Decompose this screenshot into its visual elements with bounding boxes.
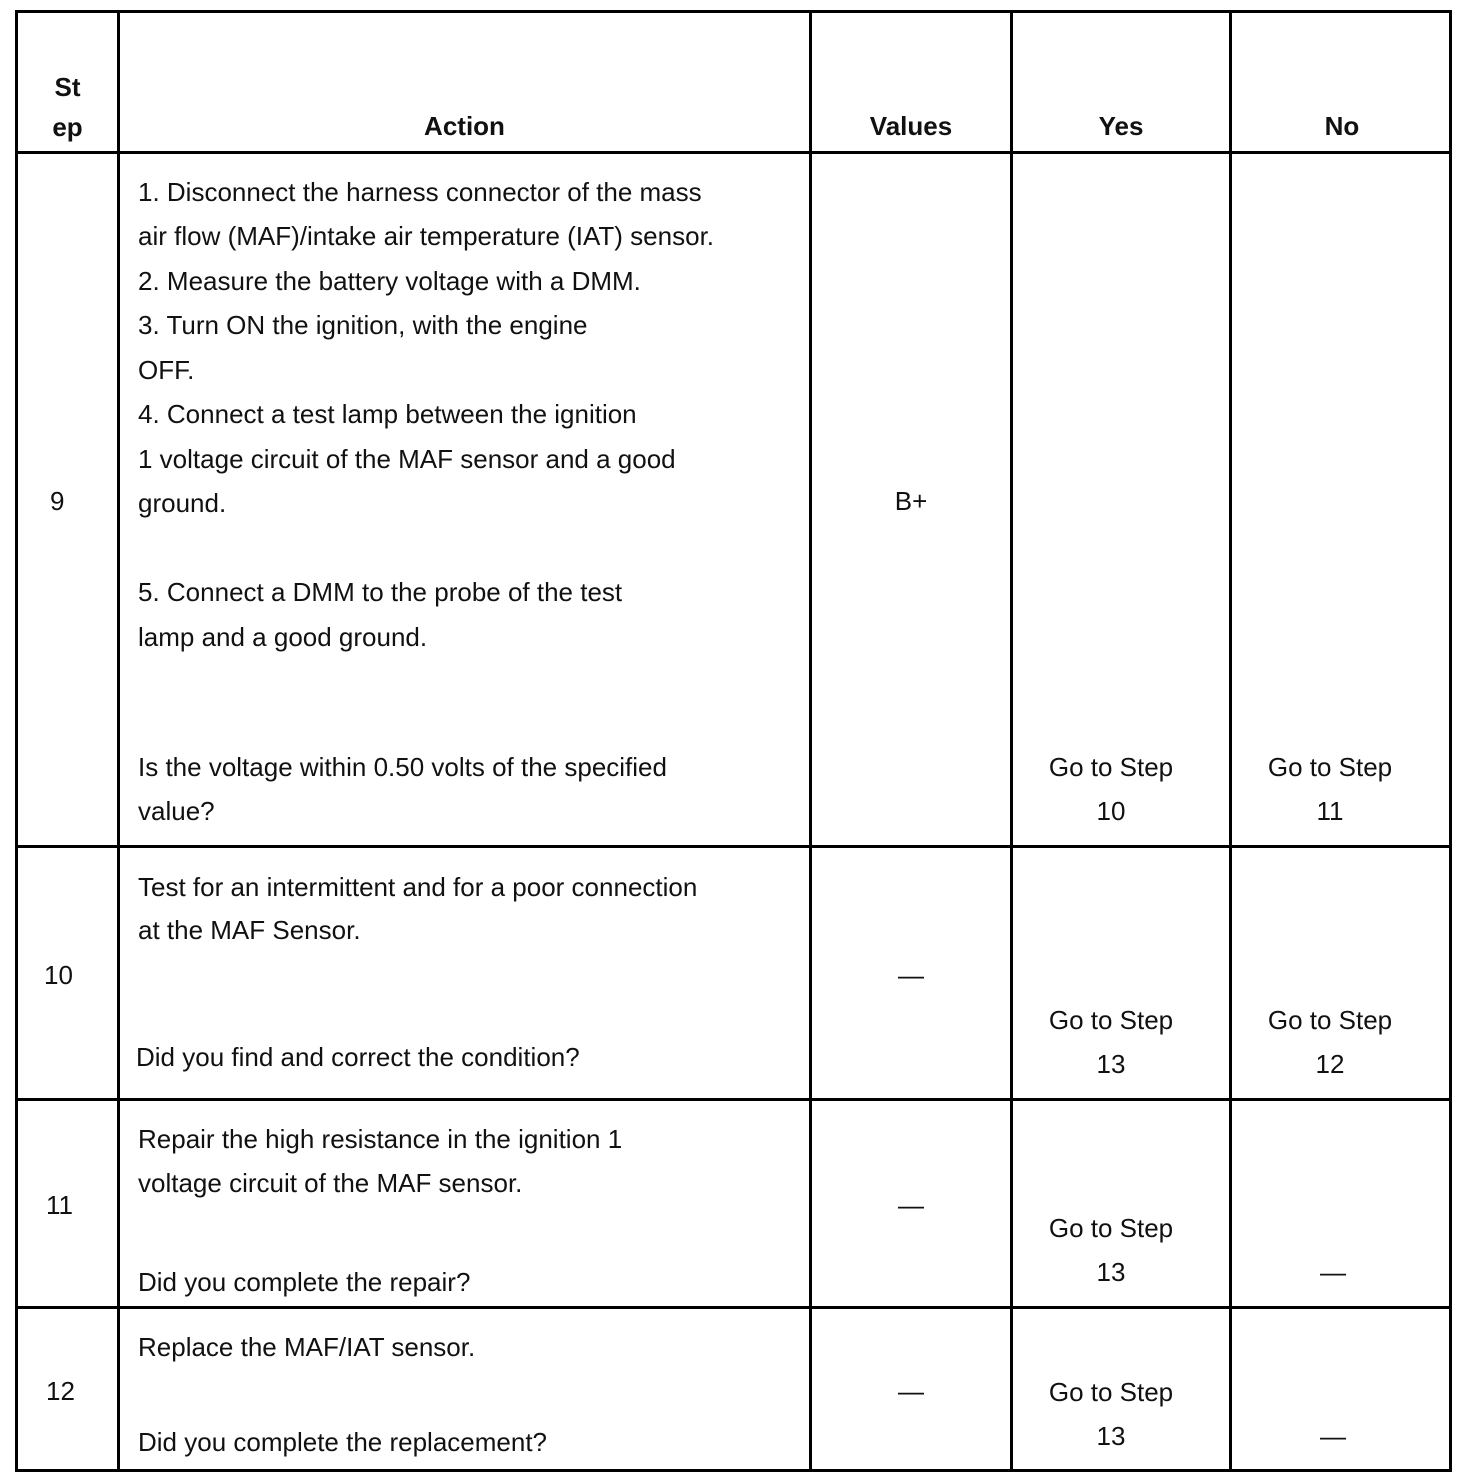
column-divider (117, 10, 120, 1472)
action-line: 1. Disconnect the harness connector of the mass (138, 177, 702, 207)
yes-cell: Go to Step (1048, 1005, 1174, 1035)
header-action: Action (424, 111, 505, 141)
value-cell: B+ (894, 486, 928, 516)
column-divider (809, 10, 812, 1472)
value-cell: — (898, 1190, 924, 1220)
action-line: air flow (MAF)/intake air temperature (IAT) sensor. (138, 221, 715, 251)
yes-cell: 10 (1096, 796, 1126, 826)
action-line: Repair the high resistance in the ignition 1 (138, 1124, 623, 1154)
action-line: ground. (138, 488, 227, 518)
no-cell: 12 (1315, 1049, 1345, 1079)
no-cell: Go to Step (1267, 1005, 1393, 1035)
action-line: 1 voltage circuit of the MAF sensor and a good (138, 444, 676, 474)
action-line: lamp and a good ground. (138, 622, 428, 652)
value-cell: — (898, 960, 924, 990)
no-cell: 11 (1316, 796, 1344, 826)
action-line: OFF. (138, 355, 195, 385)
action-line: 4. Connect a test lamp between the ignition (138, 399, 637, 429)
yes-cell: Go to Step (1048, 752, 1174, 782)
question-line: Did you complete the replacement? (138, 1427, 548, 1457)
step-number: 9 (50, 486, 65, 516)
row-divider (15, 1306, 1452, 1309)
step-number: 12 (46, 1376, 75, 1406)
action-line: 2. Measure the battery voltage with a DMM. (138, 266, 641, 296)
question-line: Did you find and correct the condition? (136, 1042, 580, 1072)
step-number: 10 (44, 960, 73, 990)
row-divider (15, 151, 1452, 154)
yes-cell: Go to Step (1048, 1377, 1174, 1407)
action-line: at the MAF Sensor. (138, 915, 361, 945)
step-number: 11 (46, 1190, 73, 1220)
question-line: value? (138, 796, 215, 826)
header-values: Values (869, 111, 953, 141)
row-divider (15, 845, 1452, 848)
row-divider (15, 1098, 1452, 1101)
header-yes: Yes (1098, 111, 1144, 141)
no-cell: — (1320, 1421, 1346, 1451)
question-line: Did you complete the repair? (138, 1267, 471, 1297)
action-line: 5. Connect a DMM to the probe of the test (138, 577, 623, 607)
header-step: St ep (52, 72, 83, 142)
yes-cell: 13 (1096, 1421, 1126, 1451)
yes-cell: 13 (1096, 1049, 1126, 1079)
action-line: voltage circuit of the MAF sensor. (138, 1168, 523, 1198)
no-cell: — (1320, 1257, 1346, 1287)
yes-cell: Go to Step (1048, 1213, 1174, 1243)
question-line: Is the voltage within 0.50 volts of the specified (138, 752, 667, 782)
action-line: 3. Turn ON the ignition, with the engine (138, 310, 588, 340)
no-cell: Go to Step (1267, 752, 1393, 782)
action-line: Replace the MAF/IAT sensor. (138, 1332, 476, 1362)
yes-cell: 13 (1096, 1257, 1126, 1287)
header-no: No (1324, 111, 1360, 141)
action-line: Test for an intermittent and for a poor connection (138, 872, 698, 902)
diagnostic-table (15, 10, 1452, 1472)
value-cell: — (898, 1376, 924, 1406)
